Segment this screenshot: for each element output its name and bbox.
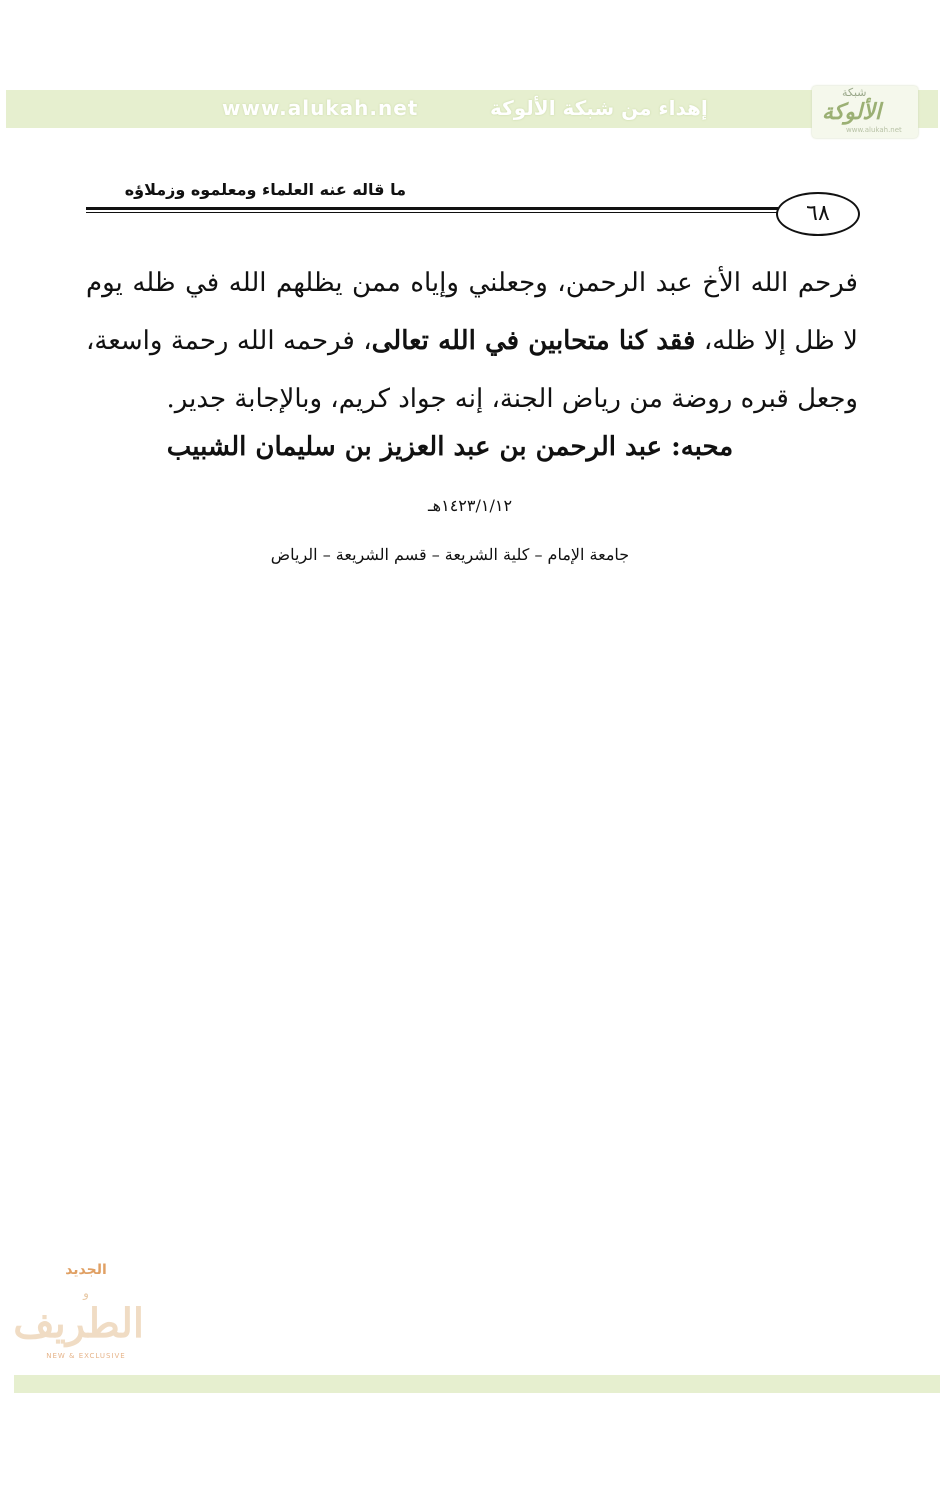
signature-author: محبه: عبد الرحمن بن عبد العزيز بن سليمان الشبيب	[166, 432, 734, 462]
badge-main-text: الطريف	[13, 1300, 144, 1347]
body-text-bold: فقد كنا متحابين في الله تعالى	[371, 326, 696, 356]
new-exclusive-badge	[13, 1252, 144, 1364]
body-text-part1: فرحم الله الأخ عبد الرحمن، وجعلني وإياه ممن يظلهم الله في ظله يوم لا ظل إلا ظله،	[86, 268, 858, 356]
running-head: ما قاله عنه العلماء ومعلموه وزملاؤه	[124, 180, 406, 199]
body-text-part2: ، فرحمه الله رحمة واسعة، وجعل قبره روضة من رياض الجنة، إنه جواد كريم، وبالإجابة جدير.	[86, 326, 858, 414]
badge-mid-text: و	[83, 1286, 89, 1300]
logo-url-text: www.alukah.net	[846, 126, 902, 134]
badge-english-text: NEW & EXCLUSIVE	[46, 1352, 126, 1360]
signature-date: ١٤٢٣/١/١٢هـ	[427, 496, 513, 515]
top-banner	[6, 90, 938, 128]
header-rule-thin	[86, 212, 778, 213]
banner-gift-text: إهداء من شبكة الألوكة	[490, 96, 708, 120]
logo-main-text: الألوكة	[822, 100, 881, 125]
page-number: ٦٨	[776, 192, 860, 236]
body-paragraph	[86, 254, 858, 428]
logo-small-text: شبكة	[842, 86, 867, 99]
badge-top-text: الجديد	[65, 1262, 107, 1278]
signature-affiliation: جامعة الإمام – كلية الشريعة – قسم الشريعة – الرياض	[270, 545, 630, 564]
header-rule	[86, 207, 778, 210]
banner-url: www.alukah.net	[222, 96, 419, 120]
bottom-banner	[14, 1375, 940, 1393]
